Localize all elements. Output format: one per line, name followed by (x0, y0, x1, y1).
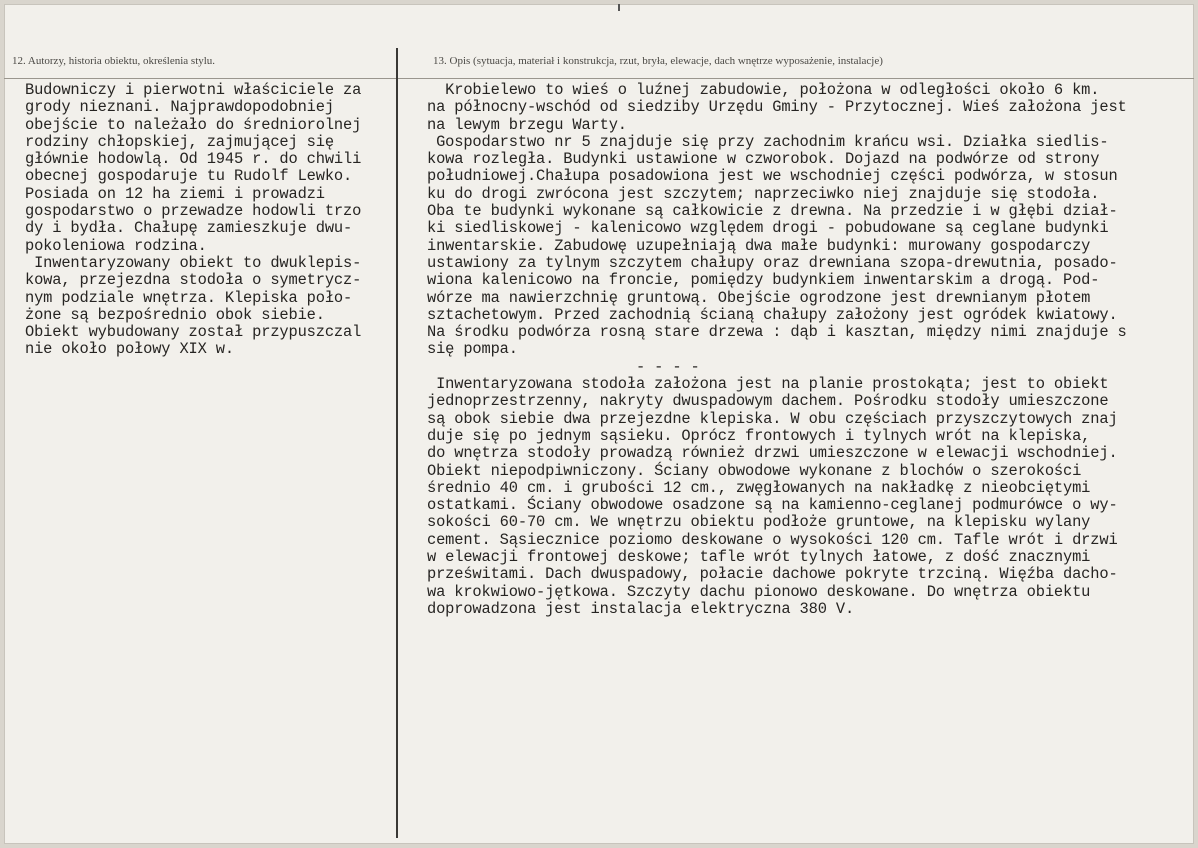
header-divider-line (4, 78, 1194, 79)
top-edge-tick (618, 4, 620, 11)
section-13-header: 13. Opis (sytuacja, materiał i konstrukcja, rzut, bryła, elewacje, dach wnętrze wyposażenie, instalacje) (433, 55, 883, 67)
description-typed-text: Krobielewo to wieś o luźnej zabudowie, położona w odległości około 6 km. na północny-wschód od siedziby Urzędu Gminy - Przytocznej. Wieś założona jest na lewym brzegu Warty. Gospodarstwo nr 5 znajduje się przy zachodnim krańcu wsi. Działka siedlis- kowa rozległa. Budynki ustawione w czworobok. Dojazd na podwórze od strony południowej.Chałupa posadowiona jest we wschodniej części podwórza, w stosun ku do drogi zwrócona jest szczytem; naprzeciwko niej znajduje się stodoła. Oba te budynki wykonane są całkowicie z drewna. Na przedzie i w głębi dział- ki siedliskowej - kalenicowo względem drogi - pobudowane są ceglane budynki inwentarskie. Zabudowę uzupełniają dwa małe budynki: murowany gospodarczy ustawiony za tylnym szczytem chałupy oraz drewniana szopa-drewutnia, posado- wiona kalenicowo na froncie, pomiędzy budynkiem inwentarskim a drogą. Pod- wórze ma nawierzchnię gruntową. Obejście ogrodzone jest drewnianym płotem sztachetowym. Przed zachodnią ścianą chałupy założony jest ogródek kwiatowy. Na środku podwórza rosną stare drzewa : dąb i kasztan, między nimi znajduje s się pompa. - - - - Inwentaryzowana stodoła założona jest na planie prostokąta; jest to obiekt jednoprzestrzenny, nakryty dwuspadowym dachem. Pośrodku stodoły umieszczone są obok siebie dwa przejezdne klepiska. W obu częściach przyszczytowych znaj duje się po jednym sąsieku. Oprócz frontowych i tylnych wrót na klepiska, do wnętrza stodoły prowadzą również drzwi umieszczone w elewacji wschodniej. Obiekt niepodpiwniczony. Ściany obwodowe wykonane z blochów o szerokości średnio 40 cm. i grubości 12 cm., zwęgłowanych na nakładkę z nieobciętymi ostatkami. Ściany obwodowe osadzone są na kamienno-ceglanej podmurówce o wy- sokości 60-70 cm. We wnętrzu obiektu podłoże gruntowe, na klepisku wylany cement. Sąsiecznice poziomo deskowane o wysokości 120 cm. Tafle wrót i drzwi w elewacji frontowej deskowe; tafle wrót tylnych łatowe, z dość znacznymi prześwitami. Dach dwuspadowy, połacie dachowe pokryte trzciną. Więźba dacho- wa krokwiowo-jętkowa. Szczyty dachu pionowo deskowane. Do wnętrza obiektu doprowadzona jest instalacja elektryczna 380 V. (427, 82, 1127, 618)
index-card (4, 4, 1194, 844)
history-typed-text: Budowniczy i pierwotni właściciele za grody nieznani. Najprawdopodobniej obejście to należało do średniorolnej rodziny chłopskiej, zajmującej się głównie hodowlą. Od 1945 r. do chwili obecnej gospodaruje tu Rudolf Lewko. Posiada on 12 ha ziemi i prowadzi gospodarstwo o przewadze hodowli trzo dy i bydła. Chałupę zamieszkuje dwu- pokoleniowa rodzina. Inwentaryzowany obiekt to dwuklepis- kowa, przejezdna stodoła o symetrycz- nym podziale wnętrza. Klepiska poło- żone są bezpośrednio obok siebie. Obiekt wybudowany został przypuszczal nie około połowy XIX w. (25, 82, 362, 359)
section-12-header: 12. Autorzy, historia obiektu, określenia stylu. (12, 55, 216, 67)
